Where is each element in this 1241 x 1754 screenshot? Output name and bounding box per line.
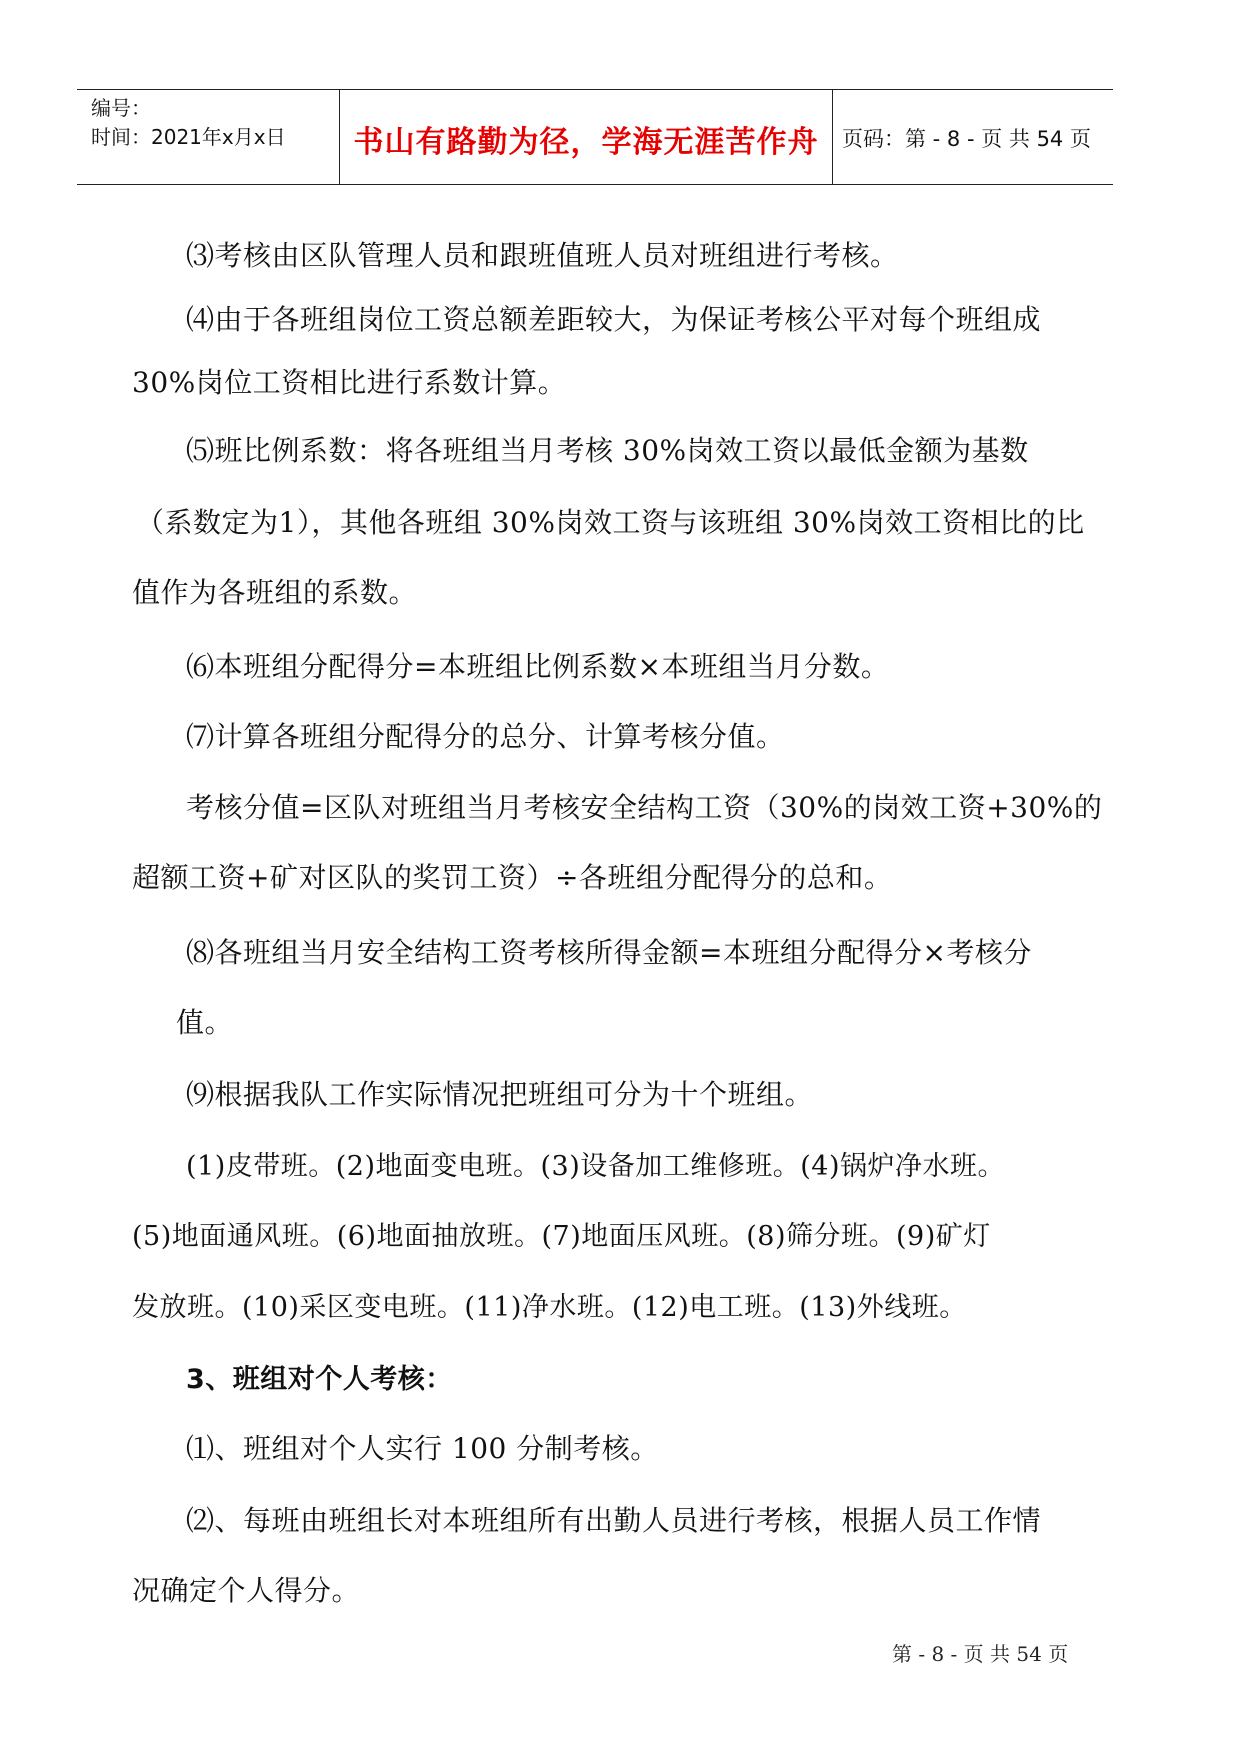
paragraph-line: ⑷由于各班组岗位工资总额差距较大，为保证考核公平对每个班组成	[186, 303, 1042, 336]
section-heading: 3、班组对个人考核：	[186, 1364, 453, 1395]
paragraph-line: 值作为各班组的系数。	[132, 576, 418, 609]
paragraph-line: 考核分值=区队对班组当月考核安全结构工资（30%的岗效工资+30%的	[186, 791, 1103, 824]
motto: 书山有路勤为径，学海无涯苦作舟	[353, 125, 819, 160]
paragraph-line: 30%岗位工资相比进行系数计算。	[132, 366, 567, 399]
paragraph-line: 发放班。(10)采区变电班。(11)净水班。(12)电工班。(13)外线班。	[132, 1292, 967, 1323]
paragraph-line: 况确定个人得分。	[132, 1574, 361, 1607]
paragraph-line: 值。	[176, 1006, 234, 1039]
header-motto-cell	[340, 90, 833, 184]
paragraph-line: 超额工资+矿对区队的奖罚工资）÷各班组分配得分的总和。	[132, 861, 893, 894]
paragraph-line: ⑴、班组对个人实行 100 分制考核。	[186, 1432, 659, 1465]
page-footer: 第 - 8 - 页 共 54 页	[892, 1642, 1069, 1666]
paragraph-line: ⑼根据我队工作实际情况把班组可分为十个班组。	[186, 1078, 814, 1111]
document-header	[77, 89, 1113, 185]
page-code: 页码：第 - 8 - 页 共 54 页	[842, 127, 1091, 151]
paragraph-line: ⑶考核由区队管理人员和跟班值班人员对班组进行考核。	[186, 239, 899, 272]
number-label: 编号：	[91, 96, 151, 120]
paragraph-line: ⑻各班组当月安全结构工资考核所得金额=本班组分配得分×考核分	[186, 936, 1032, 969]
paragraph-line: ⑹本班组分配得分=本班组比例系数×本班组当月分数。	[186, 650, 890, 683]
paragraph-line: (1)皮带班。(2)地面变电班。(3)设备加工维修班。(4)锅炉净水班。	[186, 1151, 1005, 1182]
paragraph-line: (5)地面通风班。(6)地面抽放班。(7)地面压风班。(8)筛分班。(9)矿灯	[132, 1221, 991, 1252]
paragraph-line: ⑵、每班由班组长对本班组所有出勤人员进行考核，根据人员工作情	[186, 1504, 1042, 1537]
header-page-cell	[833, 90, 1113, 184]
paragraph-line: ⑸班比例系数：将各班组当月考核 30%岗效工资以最低金额为基数	[186, 434, 1029, 467]
paragraph-line: ⑺计算各班组分配得分的总分、计算考核分值。	[186, 720, 785, 753]
header-info-cell	[77, 90, 340, 184]
time-label: 时间：2021年x月x日	[91, 125, 286, 149]
paragraph-line: （系数定为1），其他各班组 30%岗效工资与该班组 30%岗效工资相比的比	[136, 506, 1085, 539]
